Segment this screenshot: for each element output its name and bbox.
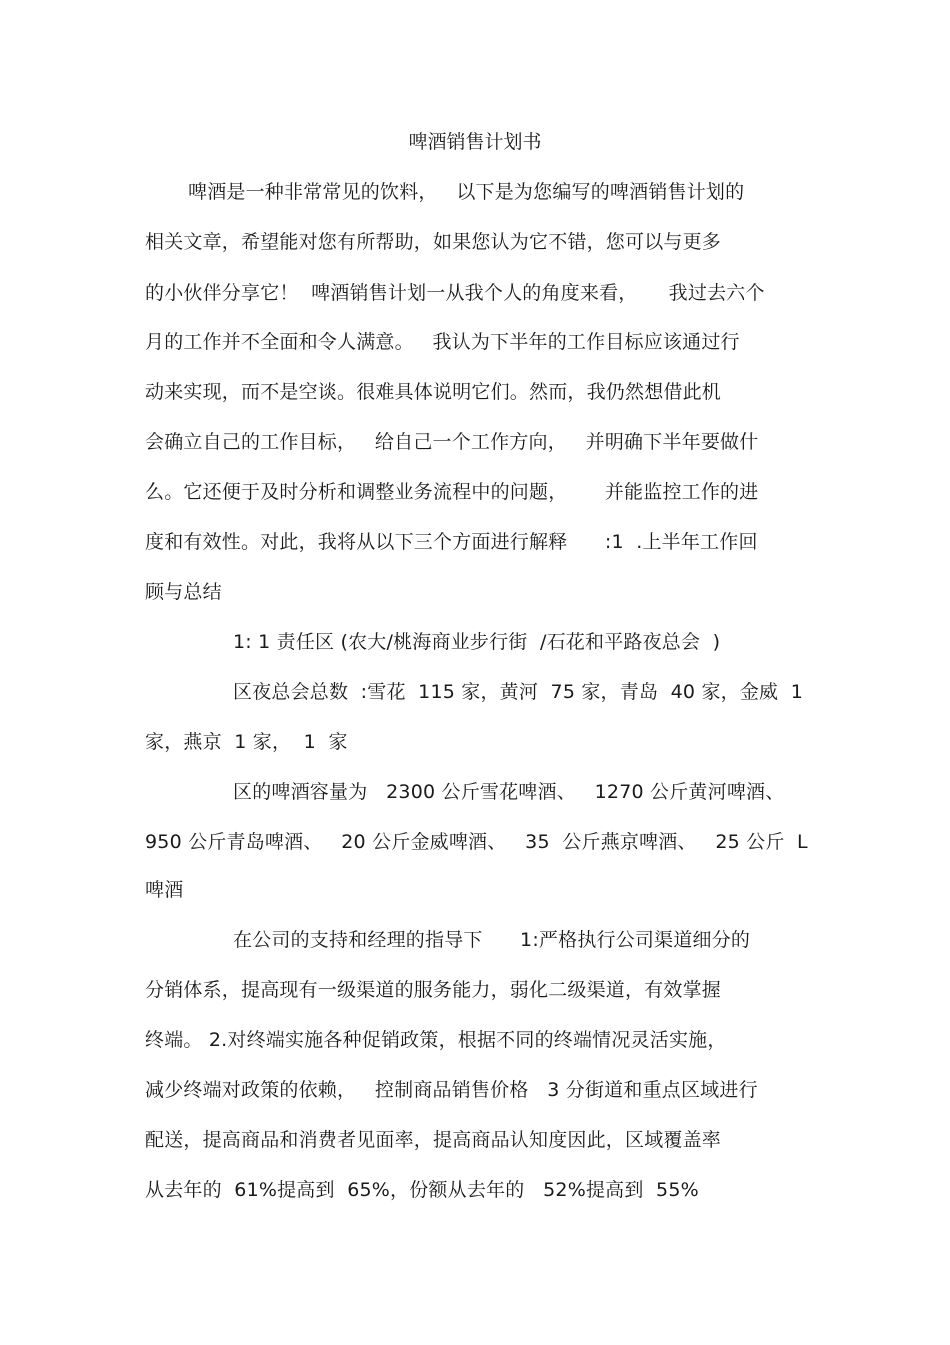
paragraph-line: 顾与总结 [145, 581, 222, 603]
paragraph-line: 么。它还便于及时分析和调整业务流程中的问题， 并能监控工作的进 [145, 481, 759, 503]
paragraph-line: 度和有效性。对此，我将从以下三个方面进行解释 :1 .上半年工作回 [145, 531, 758, 553]
paragraph-line: 终端。 2.对终端实施各种促销政策，根据不同的终端情况灵活实施， [145, 1029, 727, 1051]
paragraph-line: 月的工作并不全面和令人满意。 我认为下半年的工作目标应该通过行 [145, 331, 740, 353]
nightclub-count-line: 区夜总会总数 :雪花 115 家，黄河 75 家，青岛 40 家，金威 1 [233, 681, 804, 703]
paragraph-line: 从去年的 61%提高到 65%，份额从去年的 52%提高到 55% [145, 1179, 699, 1201]
paragraph-line: 的小伙伴分享它！ 啤酒销售计划一从我个人的角度来看， 我过去六个 [145, 282, 765, 304]
paragraph-line: 动来实现，而不是空谈。很难具体说明它们。然而，我仍然想借此机 [145, 381, 722, 403]
beer-capacity-line: 950 公斤青岛啤酒、 20 公斤金威啤酒、 35 公斤燕京啤酒、 25 公斤 L [145, 831, 808, 853]
beer-capacity-line: 啤酒 [145, 879, 184, 901]
responsibility-area-line: 1: 1 责任区 (农大/桃海商业步行街 /石花和平路夜总会 ) [233, 631, 721, 653]
paragraph-line: 在公司的支持和经理的指导下 1:严格执行公司渠道细分的 [233, 929, 751, 951]
paragraph-line: 减少终端对政策的依赖， 控制商品销售价格 3 分街道和重点区域进行 [145, 1079, 758, 1101]
nightclub-count-line: 家，燕京 1 家， 1 家 [145, 731, 348, 753]
paragraph-line: 配送，提高商品和消费者见面率，提高商品认知度因此，区域覆盖率 [145, 1129, 722, 1151]
paragraph-line: 分销体系，提高现有一级渠道的服务能力，弱化二级渠道，有效掌握 [145, 979, 722, 1001]
document-title: 啤酒销售计划书 [408, 131, 542, 153]
paragraph-line: 相关文章，希望能对您有所帮助，如果您认为它不错，您可以与更多 [145, 231, 722, 253]
paragraph-line: 会确立自己的工作目标， 给自己一个工作方向， 并明确下半年要做什 [145, 431, 759, 453]
beer-capacity-line: 区的啤酒容量为 2300 公斤雪花啤酒、 1270 公斤黄河啤酒、 [233, 781, 785, 803]
paragraph-line: 啤酒是一种非常常见的饮料， 以下是为您编写的啤酒销售计划的 [188, 181, 745, 203]
